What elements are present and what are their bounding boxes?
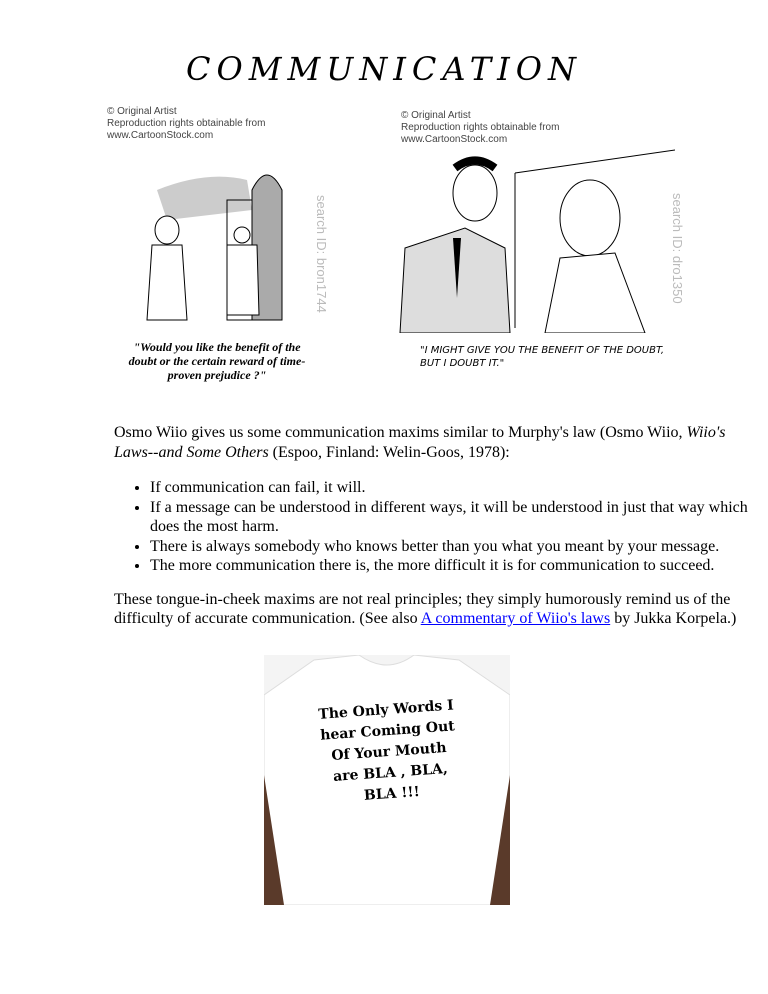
credit-line: www.CartoonStock.com	[401, 134, 508, 145]
intro-paragraph	[114, 423, 764, 462]
watermark: search ID: dro1350	[670, 193, 685, 304]
cartoon-drawing	[395, 148, 675, 333]
credit-line: Reproduction rights obtainable from	[401, 122, 560, 133]
list-item: • If a message can be understood in different ways, it will be understood in just that way which does the most harm.	[150, 498, 764, 537]
closing-text: These tongue-in-cheek maxims are not real principles; they simply humorously remind us of the difficulty of accurate communication. (See also	[114, 590, 731, 627]
watermark: search ID: bron1744	[314, 195, 329, 313]
cartoon-caption: "I MIGHT GIVE YOU THE BENEFIT OF THE DOUBT, BUT I DOUBT IT."	[420, 345, 665, 369]
list-item: • The more communication there is, the more difficult it is for communication to succeed.	[150, 556, 764, 576]
maxims-list	[114, 478, 764, 576]
book-title: Wiio's Laws--and Some Others	[114, 424, 726, 461]
body-text	[114, 423, 764, 645]
credit-line: www.CartoonStock.com	[107, 130, 214, 141]
closing-text: by Jukka Korpela.)	[610, 610, 737, 627]
intro-text: Osmo Wiio gives us some communication maxims similar to Murphy's law (Osmo Wiio,	[114, 424, 687, 441]
credit-line: © Original Artist	[107, 106, 177, 117]
cartoon-image-1	[97, 100, 332, 390]
list-item: • If communication can fail, it will.	[150, 478, 764, 498]
cartoon-image-2	[395, 108, 687, 378]
credit-line: Reproduction rights obtainable from	[107, 118, 266, 129]
cartoon-drawing	[127, 150, 307, 330]
list-item: • There is always somebody who knows better than you what you meant by your message.	[150, 537, 764, 557]
closing-paragraph	[114, 590, 764, 629]
credit-line: © Original Artist	[401, 110, 471, 121]
wiio-laws-link[interactable]: A commentary of Wiio's laws	[420, 610, 611, 627]
cartoon-credit	[401, 110, 559, 146]
tshirt-text: The Only Words I hear Coming Out Of Your Mouth are BLA , BLA, BLA !!!	[317, 697, 456, 804]
intro-text: (Espoo, Finland: Welin-Goos, 1978):	[268, 443, 510, 461]
cartoon-credit	[107, 106, 265, 142]
cartoon-caption: "Would you like the benefit of the doubt or the certain reward of time-proven prejudice ?"	[128, 340, 306, 382]
page-title: COMMUNICATION	[186, 50, 582, 88]
tshirt-image	[264, 655, 510, 905]
